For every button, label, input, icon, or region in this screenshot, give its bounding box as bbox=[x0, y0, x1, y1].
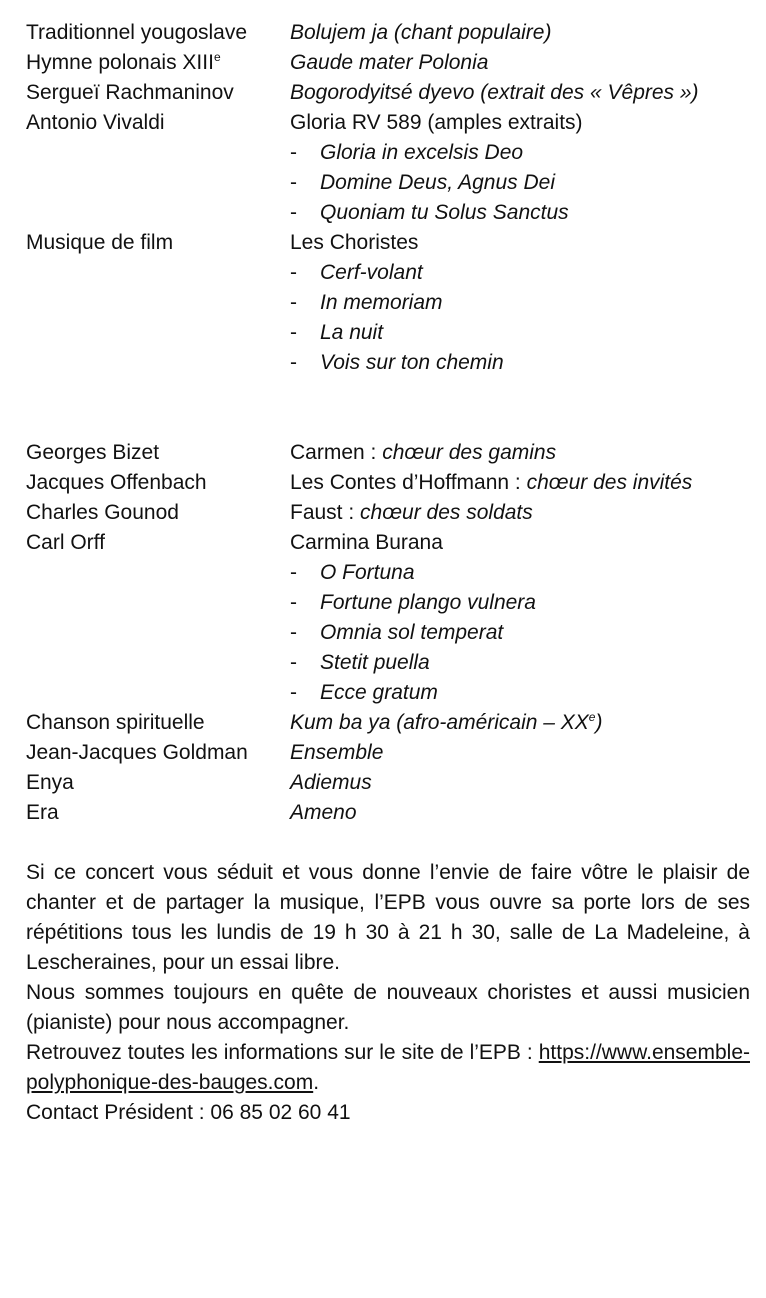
list-dash: - bbox=[290, 291, 297, 314]
program-row bbox=[26, 768, 750, 798]
movement-title: Stetit puella bbox=[320, 651, 430, 674]
movement-title: Gloria in excelsis Deo bbox=[320, 141, 524, 164]
work-superscript: e bbox=[588, 710, 596, 724]
program-row bbox=[26, 798, 750, 828]
website-intro: Retrouvez toutes les informations sur le site de l’EPB : bbox=[26, 1041, 539, 1064]
website-link[interactable]: https://www.ensemble-polyphonique-des-bauges.com bbox=[26, 1041, 750, 1094]
movement-title: Cerf-volant bbox=[320, 261, 423, 284]
work-italic-text: Ameno bbox=[290, 801, 357, 824]
composer-text: Carl Orff bbox=[26, 531, 105, 554]
composer-text: Sergueï Rachmaninov bbox=[26, 81, 234, 104]
composer-text: Traditionnel yougoslave bbox=[26, 21, 248, 44]
composer-name bbox=[26, 768, 74, 798]
work-title bbox=[290, 528, 443, 558]
composer-name bbox=[26, 498, 179, 528]
composer-name bbox=[26, 108, 165, 138]
work-title bbox=[290, 738, 383, 768]
program-subitem bbox=[26, 288, 750, 318]
list-dash: - bbox=[290, 681, 297, 704]
composer-text: Jacques Offenbach bbox=[26, 471, 207, 494]
program-subitem bbox=[26, 618, 750, 648]
composer-name bbox=[26, 18, 247, 48]
recruitment-paragraph: Nous sommes toujours en quête de nouveaux choristes et aussi musicien (pianiste) pour nous accompagner. bbox=[26, 981, 750, 1034]
concert-program bbox=[26, 18, 750, 1128]
composer-name bbox=[26, 738, 248, 768]
program-row bbox=[26, 468, 750, 498]
list-dash: - bbox=[290, 171, 297, 194]
program-row bbox=[26, 108, 750, 138]
work-text: Bolujem ja (chant populaire) bbox=[290, 21, 552, 44]
composer-name bbox=[26, 438, 159, 468]
program-row bbox=[26, 498, 750, 528]
program-subitem bbox=[26, 318, 750, 348]
list-dash: - bbox=[290, 201, 297, 224]
work-title bbox=[290, 228, 418, 258]
work-italic-text: chœur des soldats bbox=[360, 501, 533, 524]
work-title bbox=[290, 48, 488, 78]
work-text: Carmina Burana bbox=[290, 531, 443, 554]
work-title bbox=[290, 468, 692, 498]
composer-text: Jean-Jacques Goldman bbox=[26, 741, 248, 764]
program-list-part-1 bbox=[26, 18, 750, 378]
composer-name bbox=[26, 48, 221, 78]
work-title bbox=[290, 768, 372, 798]
work-text: Gloria RV 589 (amples extraits) bbox=[290, 111, 583, 134]
composer-name bbox=[26, 228, 173, 258]
work-title bbox=[290, 498, 533, 528]
program-row bbox=[26, 528, 750, 558]
composer-name bbox=[26, 798, 59, 828]
work-text: Les Choristes bbox=[290, 231, 419, 254]
movement-title: In memoriam bbox=[320, 291, 443, 314]
work-text: Carmen : bbox=[290, 441, 383, 464]
movement-title: O Fortuna bbox=[320, 561, 415, 584]
program-row bbox=[26, 48, 750, 78]
program-row bbox=[26, 18, 750, 48]
list-dash: - bbox=[290, 351, 297, 374]
program-row bbox=[26, 708, 750, 738]
work-italic-text: Adiemus bbox=[290, 771, 372, 794]
movement-title: Ecce gratum bbox=[320, 681, 438, 704]
program-subitem bbox=[26, 558, 750, 588]
list-dash: - bbox=[290, 321, 297, 344]
composer-text: Enya bbox=[26, 771, 74, 794]
composer-text: Georges Bizet bbox=[26, 441, 160, 464]
composer-text: Musique de film bbox=[26, 231, 174, 254]
list-dash: - bbox=[290, 261, 297, 284]
composer-text: Antonio Vivaldi bbox=[26, 111, 165, 134]
list-dash: - bbox=[290, 651, 297, 674]
movement-title: Vois sur ton chemin bbox=[320, 351, 504, 374]
work-italic-end: ) bbox=[595, 711, 603, 734]
list-dash: - bbox=[290, 621, 297, 644]
program-subitem bbox=[26, 648, 750, 678]
composer-name bbox=[26, 468, 207, 498]
program-subitem bbox=[26, 198, 750, 228]
list-dash: - bbox=[290, 141, 297, 164]
program-subitem bbox=[26, 138, 750, 168]
program-subitem bbox=[26, 678, 750, 708]
movement-title: Domine Deus, Agnus Dei bbox=[320, 171, 555, 194]
work-italic-text: Kum ba ya (afro-américain – XX bbox=[290, 711, 589, 734]
work-text: Gaude mater Polonia bbox=[290, 51, 489, 74]
work-text: Bogorodyitsé dyevo (extrait des « Vêpres ») bbox=[290, 81, 699, 104]
program-row bbox=[26, 78, 750, 108]
work-title bbox=[290, 798, 357, 828]
composer-superscript: e bbox=[213, 50, 221, 64]
list-dash: - bbox=[290, 561, 297, 584]
movement-title: Omnia sol temperat bbox=[320, 621, 504, 644]
program-row bbox=[26, 228, 750, 258]
program-row bbox=[26, 438, 750, 468]
work-title bbox=[290, 108, 583, 138]
program-subitem bbox=[26, 258, 750, 288]
work-title bbox=[290, 78, 699, 108]
program-subitem bbox=[26, 348, 750, 378]
movement-title: La nuit bbox=[320, 321, 384, 344]
work-title bbox=[290, 708, 602, 738]
website-end: . bbox=[313, 1071, 320, 1094]
list-dash: - bbox=[290, 591, 297, 614]
program-list-part-2 bbox=[26, 438, 750, 828]
section-gap bbox=[26, 378, 750, 438]
contact-line: Contact Président : 06 85 02 60 41 bbox=[26, 1101, 351, 1124]
work-text: Les Contes d’Hoffmann : bbox=[290, 471, 527, 494]
website-paragraph bbox=[26, 1038, 750, 1098]
composer-text: Chanson spirituelle bbox=[26, 711, 205, 734]
work-title bbox=[290, 18, 551, 48]
movement-title: Fortune plango vulnera bbox=[320, 591, 536, 614]
work-italic-text: chœur des invités bbox=[526, 471, 693, 494]
composer-name bbox=[26, 528, 105, 558]
composer-name bbox=[26, 78, 234, 108]
work-italic-text: Ensemble bbox=[290, 741, 384, 764]
program-subitem bbox=[26, 588, 750, 618]
invitation-paragraph: Si ce concert vous séduit et vous donne l’envie de faire vôtre le plaisir de chanter et de partager la musique, l’EPB vous ouvre sa porte lors de ses répétitions tous les lundis de 19 h 30 à 21 h 30, salle de La Madeleine, à Lescheraines, pour un essai libre. bbox=[26, 861, 750, 974]
work-text: Faust : bbox=[290, 501, 361, 524]
closing-text bbox=[26, 858, 750, 1128]
program-row bbox=[26, 738, 750, 768]
composer-text: Era bbox=[26, 801, 59, 824]
movement-title: Quoniam tu Solus Sanctus bbox=[320, 201, 569, 224]
work-italic-text: chœur des gamins bbox=[382, 441, 557, 464]
program-subitem bbox=[26, 168, 750, 198]
composer-text: Charles Gounod bbox=[26, 501, 179, 524]
composer-name bbox=[26, 708, 205, 738]
work-title bbox=[290, 438, 556, 468]
composer-text: Hymne polonais XIII bbox=[26, 51, 214, 74]
